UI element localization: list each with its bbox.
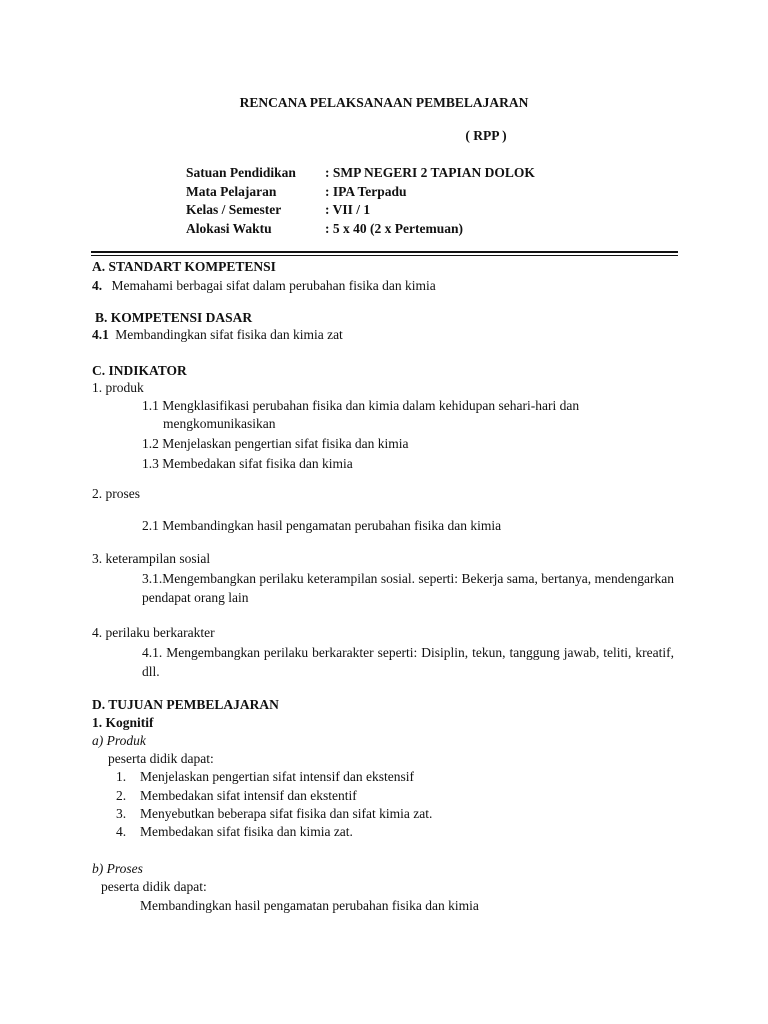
info-row-mapel — [186, 183, 535, 202]
tujuan-produk-intro: peserta didik dapat: — [108, 751, 214, 766]
indikator-1-1: 1.1 Mengklasifikasi perubahan fisika dan kimia dalam kehidupan sehari-hari dan — [142, 398, 580, 413]
info-label: Mata Pelajaran — [186, 183, 277, 199]
indikator-sosial-label: 3. keterampilan sosial — [92, 551, 211, 566]
tujuan-proses-item: Membandingkan hasil pengamatan perubahan fisika dan kimia — [140, 898, 479, 913]
header-divider-thick — [91, 251, 678, 253]
info-label: Alokasi Waktu — [186, 220, 272, 236]
list-text: Menjelaskan pengertian sifat intensif dan ekstensif — [140, 769, 415, 784]
tujuan-produk-label: a) Produk — [92, 733, 146, 748]
info-value: : SMP NEGERI 2 TAPIAN DOLOK — [325, 165, 535, 180]
tujuan-produk-item-3 — [116, 806, 432, 822]
list-text: Menyebutkan beberapa sifat fisika dan sifat kimia zat. — [140, 806, 433, 821]
list-text: Membedakan sifat intensif dan ekstentif — [140, 788, 357, 803]
indikator-produk-label: 1. produk — [92, 380, 144, 395]
section-b-heading: B. KOMPETENSI DASAR — [95, 310, 253, 325]
list-number: 1. — [116, 769, 127, 784]
indikator-4-1: 4.1. Mengembangkan perilaku berkarakter seperti: Disiplin, tekun, tanggung jawab, teliti, kreatif, dll. — [142, 645, 674, 679]
info-value: : IPA Terpadu — [325, 183, 407, 199]
list-number: 3. — [116, 806, 127, 821]
info-value: : VII / 1 — [325, 202, 371, 217]
list-number: 4. — [116, 824, 127, 839]
document-title: RENCANA PELAKSANAAN PEMBELAJARAN — [239, 95, 529, 110]
tujuan-produk-item-4 — [116, 824, 353, 840]
header-divider-thin — [91, 255, 678, 256]
indikator-3-1: 3.1.Mengembangkan perilaku keterampilan sosial. seperti: Bekerja sama, bertanya, mendengarkan pendapat orang lain — [142, 571, 674, 605]
info-value: : 5 x 40 (2 x Pertemuan) — [325, 220, 463, 236]
info-row-alokasi — [186, 220, 535, 239]
section-b-item — [92, 327, 343, 343]
document-subtitle: ( RPP ) — [465, 128, 507, 143]
kognitif-label: 1. Kognitif — [92, 715, 154, 730]
section-b-text: Membandingkan sifat fisika dan kimia zat — [115, 327, 343, 342]
tujuan-produk-item-2 — [116, 788, 357, 804]
info-row-kelas — [186, 201, 535, 220]
info-row-satuan — [186, 164, 535, 183]
list-text: Membedakan sifat fisika dan kimia zat. — [140, 824, 353, 839]
indikator-1-3: 1.3 Membedakan sifat fisika dan kimia — [142, 456, 353, 471]
section-a-item — [92, 278, 436, 294]
indikator-1-2: 1.2 Menjelaskan pengertian sifat fisika dan kimia — [142, 436, 409, 451]
section-a-heading: A. STANDART KOMPETENSI — [92, 259, 276, 274]
indikator-1-1-cont: mengkomunikasikan — [163, 416, 276, 431]
section-b-num: 4.1 — [92, 327, 109, 342]
section-a-num: 4. — [92, 278, 103, 293]
tujuan-proses-label: b) Proses — [92, 861, 143, 876]
indikator-2-1: 2.1 Membandingkan hasil pengamatan perubahan fisika dan kimia — [142, 518, 502, 533]
tujuan-proses-intro: peserta didik dapat: — [101, 879, 207, 894]
section-d-heading: D. TUJUAN PEMBELAJARAN — [92, 697, 279, 712]
section-a-text: Memahami berbagai sifat dalam perubahan fisika dan kimia — [111, 278, 436, 293]
info-label: Satuan Pendidikan — [186, 165, 296, 180]
tujuan-produk-item-1 — [116, 769, 414, 785]
identity-block — [186, 164, 535, 238]
info-label: Kelas / Semester — [186, 202, 282, 217]
indikator-proses-label: 2. proses — [92, 486, 140, 501]
section-c-heading: C. INDIKATOR — [92, 363, 187, 378]
indikator-karakter-label: 4. perilaku berkarakter — [92, 625, 215, 640]
list-number: 2. — [116, 788, 127, 803]
